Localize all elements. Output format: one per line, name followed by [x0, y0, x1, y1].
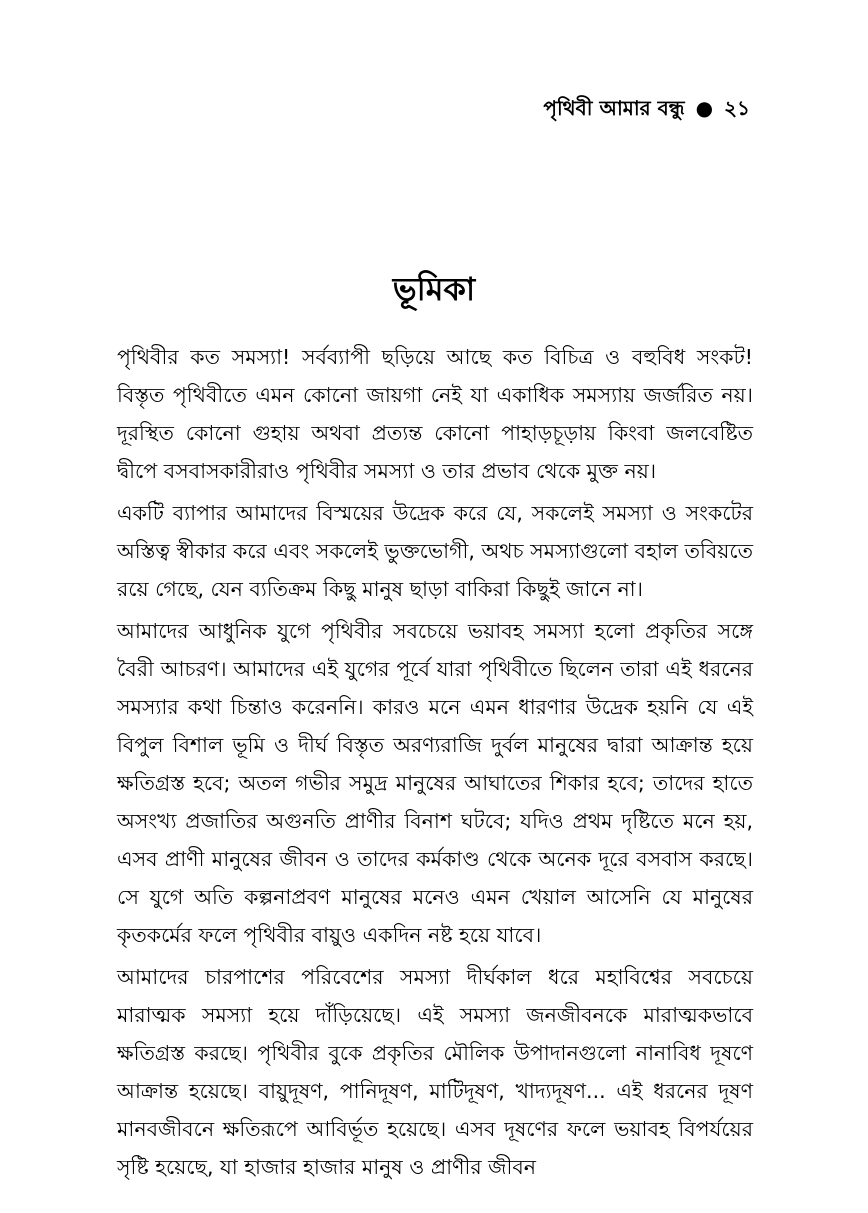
paragraph-2: একটি ব্যাপার আমাদের বিস্ময়ের উদ্রেক করে যে, সকলেই সমস্যা ও সংকটের অস্তিত্ব স্বীকার করে এবং সকলেই ভুক্তভোগী, অথচ সমস্যাগুলো বহাল তবিয়তে রয়ে গেছে, যেন ব্যতিক্রম কিছু মানুষ ছাড়া বাকিরা কিছুই জানে না। [117, 501, 753, 601]
body-text [117, 338, 753, 1190]
paragraph-3: আমাদের আধুনিক যুগে পৃথিবীর সবচেয়ে ভয়াবহ সমস্যা হলো প্রকৃতির সঙ্গে বৈরী আচরণ। আমাদের এই যুগের পূর্বে যারা পৃথিবীতে ছিলেন তারা এই ধরনের সমস্যার কথা চিন্তাও করেননি। কারও মনে এমন ধারণার উদ্রেক হয়নি যে এই বিপুল বিশাল ভূমি ও দীর্ঘ বিস্তৃত অরণ্যরাজি দুর্বল মানুষের দ্বারা আক্রান্ত হয়ে ক্ষতিগ্রস্ত হবে; অতল গভীর সমুদ্র মানুষের আঘাতের শিকার হবে; তাদের হাতে অসংখ্য প্রজাতির অগুনতি প্রাণীর বিনাশ ঘটবে; যদিও প্রথম দৃষ্টিতে মনে হয়, এসব প্রাণী মানুষের জীবন ও তাদের কর্মকাণ্ড থেকে অনেক দূরে বসবাস করছে। সে যুগে অতি কল্পনাপ্রবণ মানুষের মনেও এমন খেয়াল আসেনি যে মানুষের কৃতকর্মের ফলে পৃথিবীর বায়ুও একদিন নষ্ট হয়ে যাবে। [117, 619, 753, 947]
page-number: ২১ [724, 96, 750, 120]
book-title: পৃথিবী আমার বন্ধু [543, 96, 685, 120]
header-bullet: ● [695, 96, 714, 120]
paragraph-1: পৃথিবীর কত সমস্যা! সর্বব্যাপী ছড়িয়ে আছে কত বিচিত্র ও বহুবিধ সংকট! বিস্তৃত পৃথিবীতে এমন কোনো জায়গা নেই যা একাধিক সমস্যায় জর্জরিত নয়। দূরস্থিত কোনো গুহায় অথবা প্রত্যন্ত কোনো পাহাড়চূড়ায় কিংবা জলবেষ্টিত দ্বীপে বসবাসকারীরাও পৃথিবীর সমস্যা ও তার প্রভাব থেকে মুক্ত নয়। [117, 345, 753, 483]
paragraph-4: আমাদের চারপাশের পরিবেশের সমস্যা দীর্ঘকাল ধরে মহাবিশ্বের সবচেয়ে মারাত্মক সমস্যা হয়ে দাঁড়িয়েছে। এই সমস্যা জনজীবনকে মারাত্মকভাবে ক্ষতিগ্রস্ত করছে। পৃথিবীর বুকে প্রকৃতির মৌলিক উপাদানগুলো নানাবিধ দূষণে আক্রান্ত হয়েছে। বায়ুদূষণ, পানিদূষণ, মাটিদূষণ, খাদ্যদূষণ... এই ধরনের দূষণ মানবজীবনে ক্ষতিরূপে আবির্ভূত হয়েছে। এসব দূষণের ফলে ভয়াবহ বিপর্যয়ের সৃষ্টি হয়েছে, যা হাজার হাজার মানুষ ও প্রাণীর জীবন [117, 965, 753, 1179]
running-header [543, 98, 750, 118]
chapter-title: ভূমিকা [392, 270, 476, 308]
